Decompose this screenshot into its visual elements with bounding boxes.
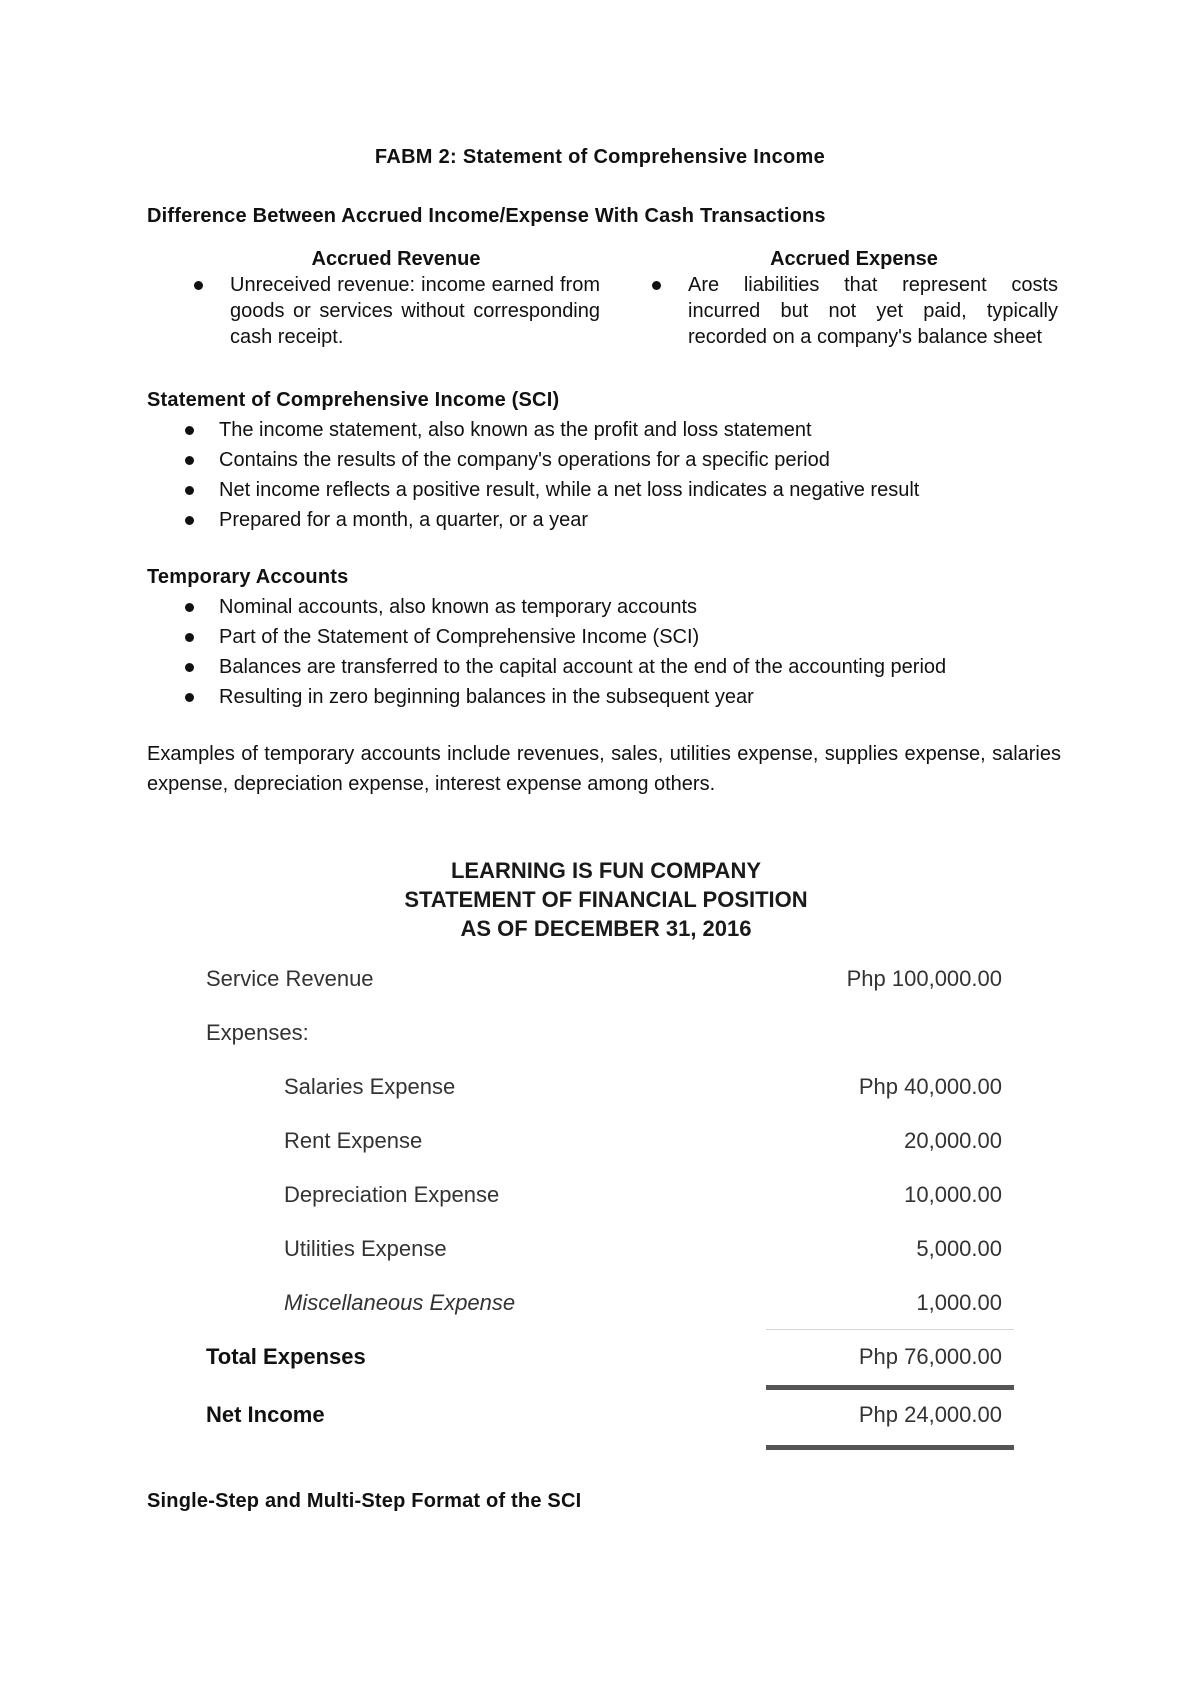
expense-label: Utilities Expense (284, 1236, 447, 1261)
sci-heading: Statement of Comprehensive Income (SCI) (147, 389, 560, 411)
list-item-text: Net income reflects a positive result, while a net loss indicates a negative result (219, 479, 920, 501)
revenue-label: Service Revenue (206, 966, 374, 991)
company-name: LEARNING IS FUN COMPANY (450, 858, 762, 883)
accrued-revenue-item (192, 272, 600, 350)
expense-amount: 1,000.00 (916, 1290, 1002, 1315)
expense-amount: 5,000.00 (916, 1236, 1002, 1261)
list-item (182, 475, 1082, 505)
list-item-text: Part of the Statement of Comprehensive Income (SCI) (219, 626, 700, 648)
list-item-text: Balances are transferred to the capital account at the end of the accounting period (219, 656, 947, 678)
accrued-expense-column (650, 246, 1058, 350)
list-item-text: Nominal accounts, also known as temporary accounts (219, 596, 698, 618)
temporary-accounts-heading: Temporary Accounts (147, 566, 349, 588)
bullet-icon (185, 516, 194, 525)
expense-amount: 20,000.00 (904, 1128, 1002, 1153)
list-item (182, 652, 1082, 682)
accrued-revenue-column (192, 246, 600, 350)
bullet-icon (185, 603, 194, 612)
revenue-amount: Php 100,000.00 (846, 966, 1002, 991)
expense-label: Depreciation Expense (284, 1182, 500, 1207)
accrued-expense-item (650, 272, 1058, 350)
bullet-icon (185, 693, 194, 702)
expense-amount: 10,000.00 (904, 1182, 1002, 1207)
expense-label: Salaries Expense (284, 1074, 456, 1099)
bullet-icon (194, 281, 203, 290)
statement-title: STATEMENT OF FINANCIAL POSITION (404, 887, 808, 912)
bullet-icon (652, 281, 661, 290)
temporary-accounts-list (182, 592, 1082, 712)
accrued-revenue-text: Unreceived revenue: income earned from goods or services without corresponding cash receipt. (230, 274, 600, 348)
list-item (182, 682, 1082, 712)
accrued-expense-title: Accrued Expense (770, 248, 938, 270)
list-item (182, 622, 1082, 652)
expense-label: Rent Expense (284, 1128, 423, 1153)
bullet-icon (185, 663, 194, 672)
list-item-text: Resulting in zero beginning balances in the subsequent year (219, 686, 754, 708)
list-item-text: Contains the results of the company's operations for a specific period (219, 449, 830, 471)
list-item-text: Prepared for a month, a quarter, or a year (219, 509, 589, 531)
sci-list (182, 415, 1082, 535)
accrued-expense-text: Are liabilities that represent costs incurred but not yet paid, typically recorded on a company's balance sheet (688, 274, 1058, 348)
accrued-revenue-title: Accrued Revenue (311, 248, 481, 270)
bullet-icon (185, 426, 194, 435)
list-item (182, 505, 1082, 535)
expenses-label: Expenses: (206, 1020, 309, 1045)
format-heading: Single-Step and Multi-Step Format of the SCI (147, 1490, 582, 1512)
difference-heading: Difference Between Accrued Income/Expense With Cash Transactions (147, 205, 826, 227)
total-expenses-label: Total Expenses (206, 1344, 366, 1369)
net-income-label: Net Income (206, 1402, 325, 1427)
subtotal-divider (766, 1329, 1014, 1330)
expense-label: Miscellaneous Expense (284, 1290, 516, 1315)
list-item-text: The income statement, also known as the profit and loss statement (219, 419, 812, 441)
bullet-icon (185, 456, 194, 465)
net-income-amount: Php 24,000.00 (858, 1402, 1002, 1427)
list-item (182, 592, 1082, 622)
list-item (182, 445, 1082, 475)
document-title: FABM 2: Statement of Comprehensive Income (374, 146, 826, 168)
net-income-underline (766, 1445, 1014, 1450)
total-underline (766, 1385, 1014, 1390)
bullet-icon (185, 633, 194, 642)
statement-date: AS OF DECEMBER 31, 2016 (460, 916, 752, 941)
list-item (182, 415, 1082, 445)
examples-paragraph: Examples of temporary accounts include revenues, sales, utilities expense, supplies expense, salaries expense, depreciation expense, interest expense among others. (147, 743, 1061, 795)
bullet-icon (185, 486, 194, 495)
expense-amount: Php 40,000.00 (858, 1074, 1002, 1099)
total-expenses-amount: Php 76,000.00 (858, 1344, 1002, 1369)
